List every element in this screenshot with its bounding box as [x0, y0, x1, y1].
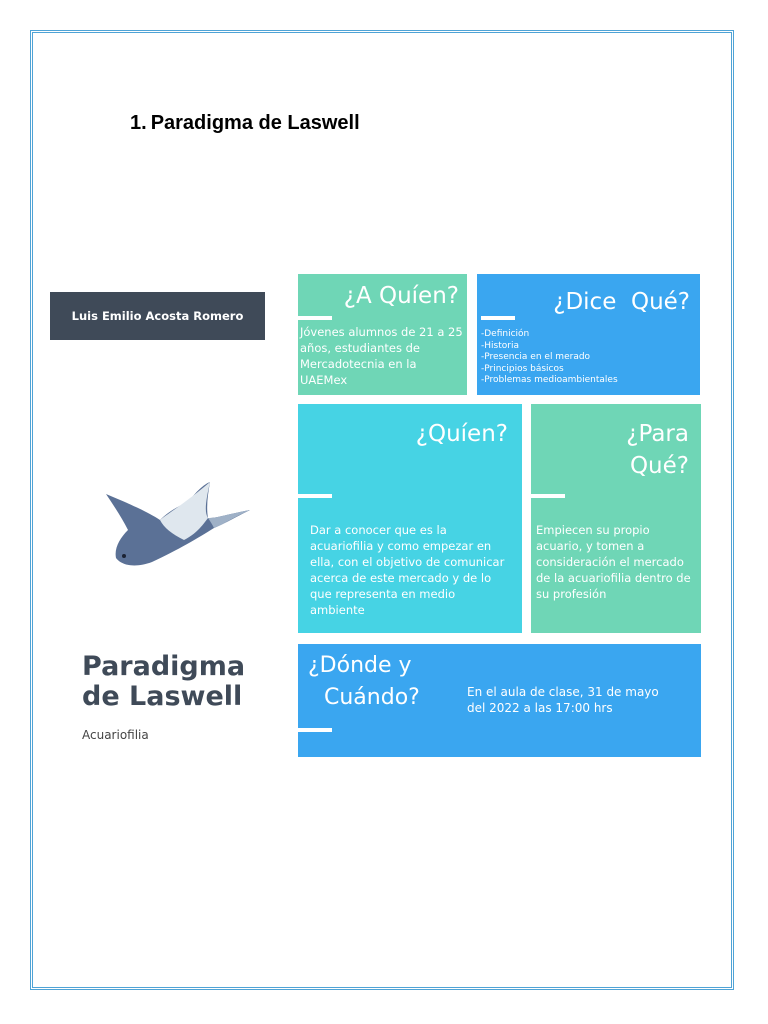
list-item: -Definición — [481, 329, 530, 339]
list-item: -Problemas medioambientales — [481, 375, 618, 385]
list-item: -Historia — [481, 340, 519, 351]
section-heading — [130, 112, 360, 135]
card-dice-que-title: ¿Dice Qué? — [553, 289, 690, 315]
card-quien-title: ¿Quíen? — [415, 421, 508, 447]
card-quien — [298, 404, 522, 633]
heading-text: Paradigma de Laswell — [150, 112, 360, 134]
poster-subtitle: Acuariofilia — [82, 728, 149, 742]
card-quien-bar — [298, 494, 332, 498]
manta-ray-illustration — [100, 478, 255, 573]
heading-number: 1. — [130, 112, 147, 134]
card-donde-cuando-title — [308, 650, 420, 714]
card-para-que-bar — [531, 494, 565, 498]
list-item: -Presencia en el merado — [481, 352, 591, 362]
card-para-que — [531, 404, 701, 633]
author-name-box — [50, 292, 265, 340]
card-para-que-body: Empiecen su propio acuario, y tomen a consideración el mercado de la acuariofilia dentro de su profesión — [536, 523, 691, 601]
card-dice-que-bar — [481, 316, 515, 320]
card-donde-cuando-title-line2: Cuándo? — [324, 685, 420, 710]
card-donde-cuando-bar — [298, 728, 332, 732]
card-a-quien — [298, 274, 467, 395]
card-a-quien-bar — [298, 316, 332, 320]
list-item: -Principios básicos — [481, 363, 564, 374]
card-quien-body: Dar a conocer que es la acuariofilia y como empezar en ella, con el objetivo de comunicar acerca de este mercado y de lo que representa en medio ambiente — [310, 523, 505, 617]
card-dice-que — [477, 274, 700, 395]
card-para-que-title-line1: ¿Para — [626, 421, 689, 447]
card-donde-cuando-title-line1: ¿Dónde y — [308, 653, 412, 678]
card-a-quien-body: Jóvenes alumnos de 21 a 25 años, estudiantes de Mercadotecnia en la UAEMex — [300, 325, 463, 387]
card-donde-cuando-body: En el aula de clase, 31 de mayo del 2022 a las 17:00 hrs — [467, 685, 659, 715]
author-name: Luis Emilio Acosta Romero — [71, 309, 244, 323]
card-dice-que-list — [481, 329, 618, 387]
card-donde-cuando — [298, 644, 701, 757]
poster-title: Paradigma de Laswell — [82, 651, 246, 712]
card-a-quien-title: ¿A Quíen? — [343, 283, 459, 309]
card-para-que-title — [626, 418, 689, 482]
card-para-que-title-line2: Qué? — [629, 453, 689, 479]
